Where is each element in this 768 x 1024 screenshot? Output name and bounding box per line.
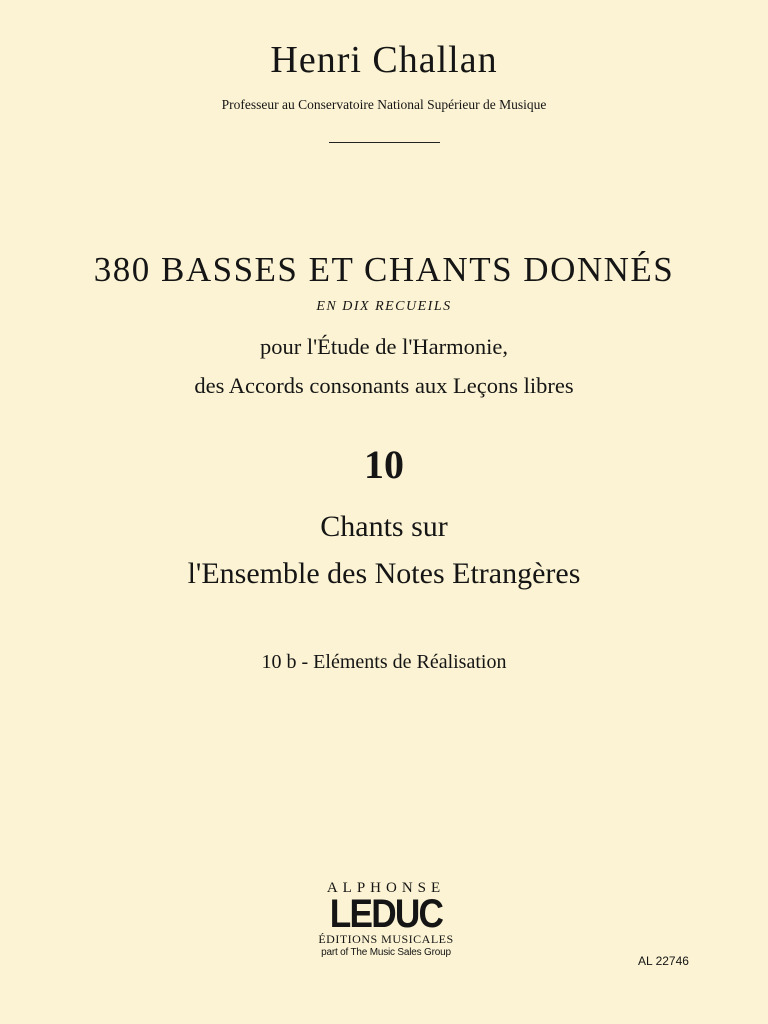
main-title: 380 BASSES ET CHANTS DONNÉS — [93, 250, 675, 289]
part-subtitle: 10 b - Eléments de Réalisation — [261, 651, 507, 673]
volume-number: 10 — [364, 442, 404, 487]
publisher-group: part of The Music Sales Group — [321, 947, 451, 958]
author-affiliation: Professeur au Conservatoire National Supérieur de Musique — [221, 97, 547, 112]
publisher-first-name: ALPHONSE — [326, 880, 446, 896]
author-name: Henri Challan — [270, 39, 498, 81]
title-subtitle: EN DIX RECUEILS — [316, 299, 452, 314]
publisher-editions: ÉDITIONS MUSICALES — [318, 932, 454, 946]
publisher-logo — [306, 880, 466, 959]
description-line-2: des Accords consonants aux Leçons libres — [194, 373, 574, 398]
catalog-number: AL 22746 — [638, 954, 689, 968]
volume-title-line-2: l'Ensemble des Notes Etrangères — [187, 557, 581, 590]
divider-rule — [329, 142, 440, 143]
publisher-name: LEDUC — [329, 892, 443, 936]
description-line-1: pour l'Étude de l'Harmonie, — [259, 334, 509, 359]
volume-title-line-1: Chants sur — [320, 510, 448, 543]
